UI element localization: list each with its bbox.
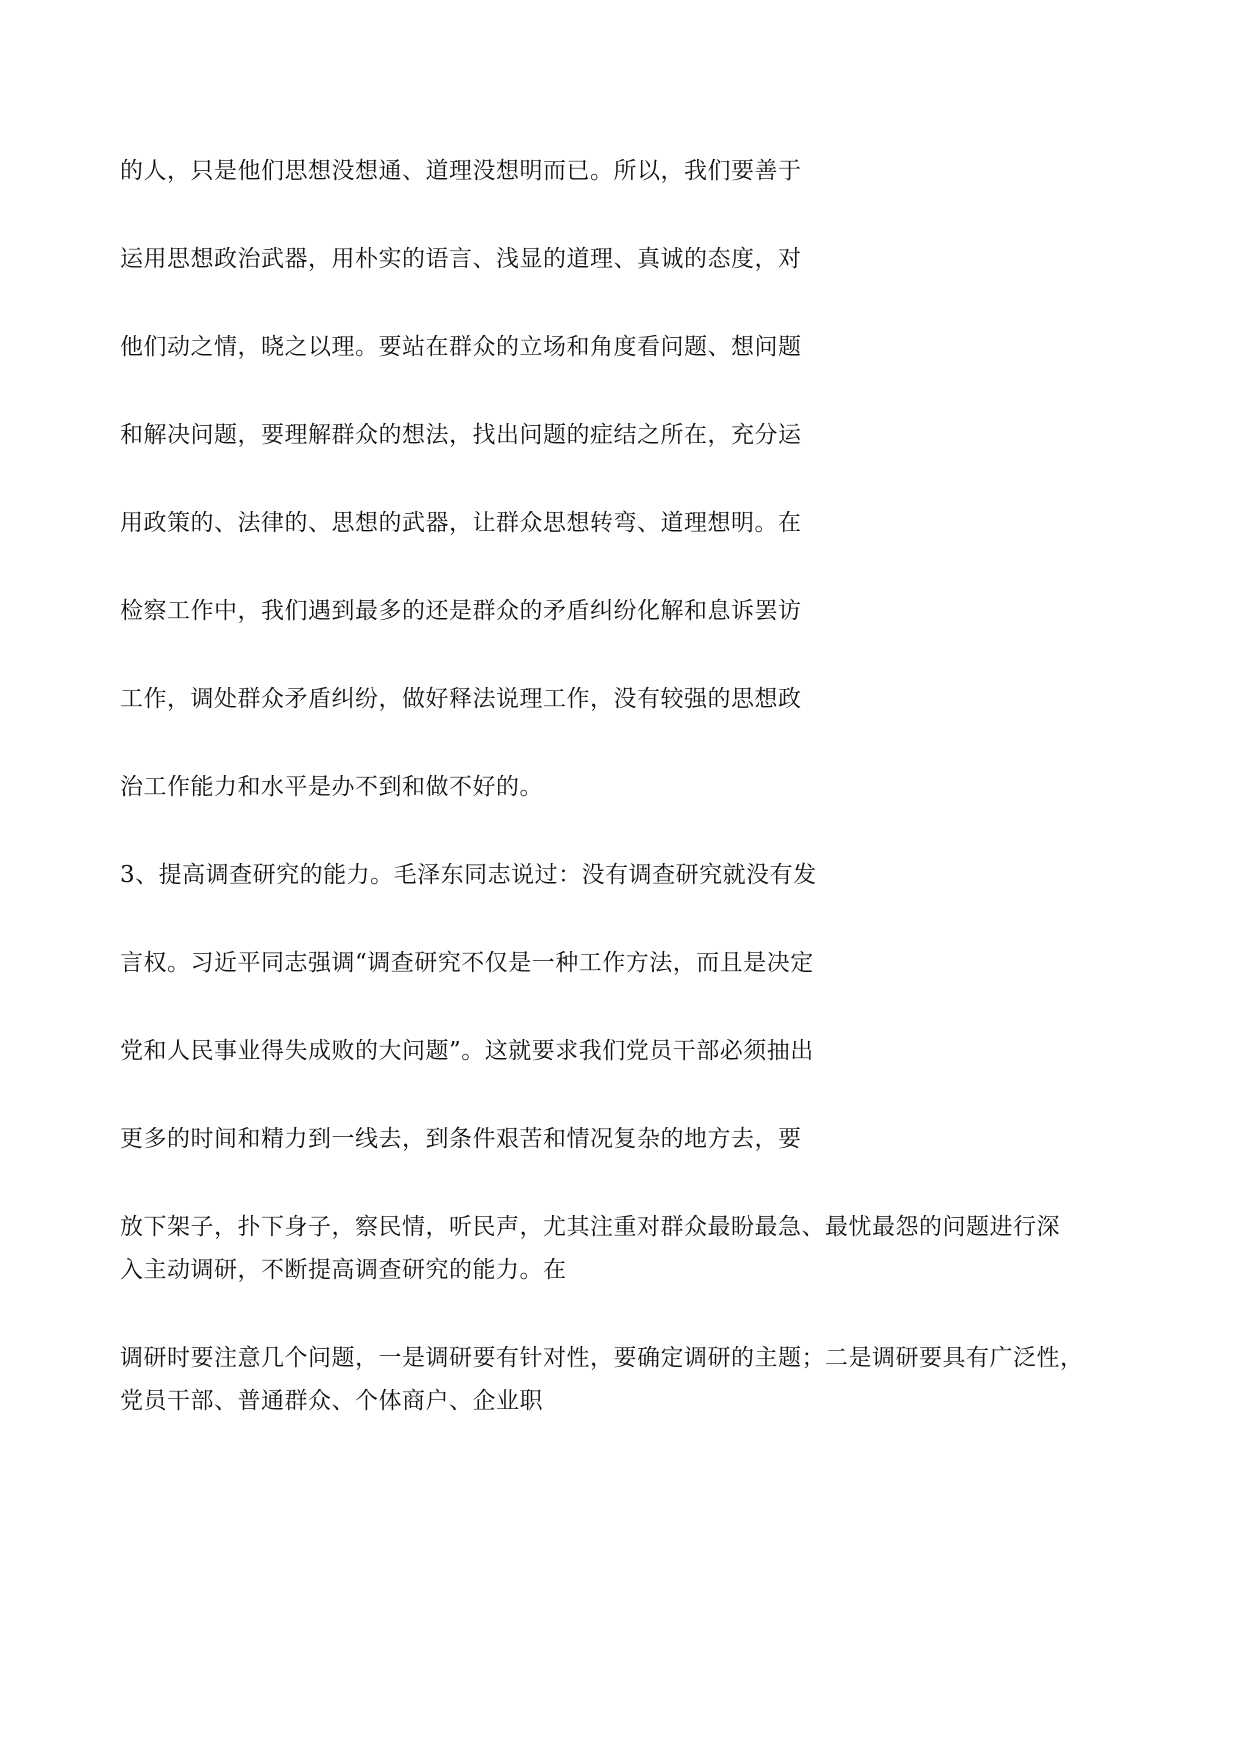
text-line: 治工作能力和水平是办不到和做不好的。 (120, 774, 543, 800)
text-line: 放下架子，扑下身子，察民情，听民声，尤其注重对群众最盼最急、最忧最怨的问题进行深 (120, 1214, 1060, 1240)
text-line: 检察工作中，我们遇到最多的还是群众的矛盾纠纷化解和息诉罢访 (120, 598, 802, 624)
text-line: 用政策的、法律的、思想的武器，让群众思想转弯、道理想明。在 (120, 510, 802, 536)
text-line: 和解决问题，要理解群众的想法，找出问题的症结之所在，充分运 (120, 422, 802, 448)
text-line: 更多的时间和精力到一线去，到条件艰苦和情况复杂的地方去，要 (120, 1126, 802, 1152)
text-line: 3、提高调查研究的能力。毛泽东同志说过：没有调查研究就没有发 (120, 862, 817, 888)
text-line: 工作，调处群众矛盾纠纷，做好释法说理工作，没有较强的思想政 (120, 686, 802, 712)
text-line: 党和人民事业得失成败的大问题”。这就要求我们党员干部必须抽出 (120, 1038, 814, 1064)
text-line: 党员干部、普通群众、个体商户、企业职 (120, 1388, 543, 1414)
text-line: 他们动之情，晓之以理。要站在群众的立场和角度看问题、想问题 (120, 334, 802, 360)
text-line: 运用思想政治武器，用朴实的语言、浅显的道理、真诚的态度，对 (120, 246, 802, 272)
text-line: 的人，只是他们思想没想通、道理没想明而已。所以，我们要善于 (120, 158, 802, 184)
text-line: 言权。习近平同志强调“调查研究不仅是一种工作方法，而且是决定 (120, 950, 814, 976)
text-line: 入主动调研，不断提高调查研究的能力。在 (120, 1257, 567, 1283)
text-line: 调研时要注意几个问题，一是调研要有针对性，要确定调研的主题；二是调研要具有广泛性， (120, 1345, 1084, 1371)
